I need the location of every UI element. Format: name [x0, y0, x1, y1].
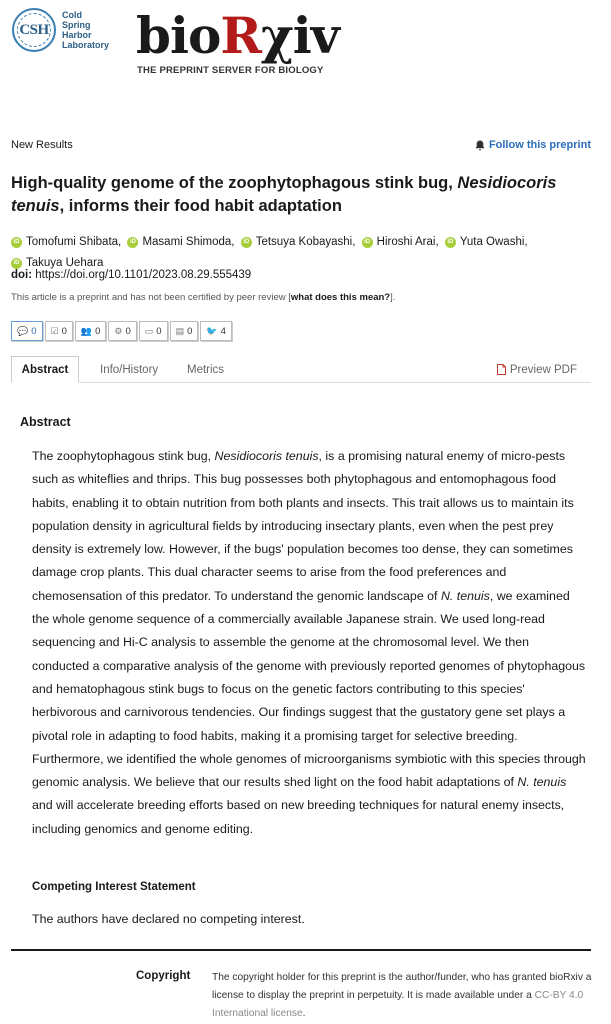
comments-metric[interactable] — [11, 321, 43, 341]
metric-count: 0 — [95, 325, 101, 337]
preview-pdf-link[interactable] — [497, 356, 577, 383]
author[interactable] — [241, 233, 356, 252]
orcid-icon[interactable]: iD — [445, 237, 456, 248]
article-title — [11, 172, 591, 218]
twitter-icon: 🐦 — [206, 325, 218, 336]
competing-interest-heading: Competing Interest Statement — [32, 881, 196, 893]
orcid-icon[interactable]: iD — [127, 237, 138, 248]
author[interactable] — [11, 233, 121, 252]
disclaimer-end: ]. — [390, 292, 396, 303]
title-text: High-quality genome of the zoophytophagous stink bug, — [11, 174, 458, 192]
csh-line: Harbor — [62, 30, 92, 40]
orcid-icon[interactable]: iD — [11, 258, 22, 269]
preview-pdf-label: Preview PDF — [509, 363, 577, 376]
author-name: Hiroshi Arai, — [376, 236, 439, 248]
abstract-species: N. tenuis — [440, 588, 490, 603]
csh-logo[interactable] — [12, 8, 109, 52]
pdf-icon — [497, 364, 506, 375]
twitter-metric[interactable] — [200, 321, 232, 341]
author-name: Tomofumi Shibata, — [26, 236, 122, 248]
csh-line: Laboratory — [62, 40, 110, 50]
copyright-end: . — [302, 1008, 306, 1019]
monitor-icon: ▭ — [144, 325, 154, 336]
article-metrics — [11, 321, 232, 341]
metric-count: 0 — [187, 325, 193, 337]
media-metric[interactable] — [139, 321, 168, 341]
metric-count: 0 — [156, 325, 162, 337]
abstract-heading: Abstract — [20, 415, 71, 429]
divider — [11, 949, 591, 951]
brand-r: R — [220, 6, 261, 65]
csh-name — [62, 10, 109, 50]
video-metric[interactable] — [170, 321, 199, 341]
doi-line — [11, 269, 251, 281]
tab-metrics[interactable]: Metrics — [187, 363, 225, 376]
csh-line: Spring — [62, 20, 91, 30]
metric-count: 4 — [220, 325, 226, 337]
author-name: Takuya Uehara — [26, 257, 104, 269]
author[interactable] — [362, 233, 439, 252]
abstract-text: and will accelerate breeding efforts based on new breeding techniques for natural enemy insects, including genomics and genome editing. — [32, 798, 565, 836]
competing-interest-text: The authors have declared no competing interest. — [32, 912, 305, 926]
film-icon: ▤ — [175, 325, 185, 336]
site-header — [0, 0, 611, 95]
author[interactable] — [127, 233, 234, 252]
orcid-icon[interactable]: iD — [362, 237, 373, 248]
author[interactable] — [445, 233, 528, 252]
follow-label: Follow this preprint — [488, 139, 591, 151]
metric-count: 0 — [61, 325, 67, 337]
author-list — [11, 231, 581, 273]
orcid-icon[interactable]: iD — [11, 237, 22, 248]
brand-suffix: χiv — [260, 6, 339, 65]
community-metric[interactable] — [75, 321, 107, 341]
copyright-text — [212, 969, 592, 1023]
disclaimer-text: This article is a preprint and has not been certified by peer review [ — [11, 292, 291, 303]
metric-count: 0 — [31, 325, 37, 337]
users-icon: 👥 — [80, 325, 93, 336]
csh-line: Cold — [62, 10, 82, 20]
copyright-label: Copyright — [136, 970, 191, 982]
title-text: , informs their food habit adaptation — [59, 197, 342, 215]
article-topbar — [11, 139, 591, 155]
comment-icon: 💬 — [17, 325, 29, 336]
check-icon: ☑ — [50, 325, 59, 336]
tools-metric[interactable] — [108, 321, 136, 341]
title-species: Nesidiocoris tenuis — [11, 174, 557, 215]
abstract-text: , is a promising natural enemy of micro-pests such as whiteflies and thrips. This bug possesses both phytophagous and entomophagous food habits, enabling it to obtain nutrition from both plants and insects. This trait allows us to maintain its population density in agricultural fields by introducing insectary plants, even when the pest prey density is extremely low. However, if the bugs' population becomes too dense, they can sometimes damage crop plants. This dual character seems to arise from the food preferences and chemosensation of this predator. To understand the genomic landscape of — [32, 449, 574, 603]
what-does-this-mean-link[interactable]: what does this mean? — [290, 292, 391, 303]
doi-link[interactable]: https://doi.org/10.1101/2023.08.29.555439 — [35, 269, 252, 281]
follow-preprint-button[interactable] — [475, 139, 591, 151]
metric-count: 0 — [125, 325, 131, 337]
author-name: Tetsuya Kobayashi, — [255, 236, 356, 248]
brand-prefix: bio — [136, 6, 221, 65]
abstract-body — [32, 445, 586, 841]
reviews-metric[interactable] — [45, 321, 73, 341]
abstract-species: Nesidiocoris tenuis — [214, 449, 319, 463]
tagline: THE PREPRINT SERVER FOR BIOLOGY — [137, 65, 324, 76]
section-label: New Results — [11, 139, 73, 151]
author-name: Yuta Owashi, — [459, 236, 528, 248]
peer-review-disclaimer — [11, 292, 395, 303]
article-tabs — [11, 356, 591, 383]
orcid-icon[interactable]: iD — [241, 237, 252, 248]
tab-abstract[interactable]: Abstract — [11, 356, 79, 383]
license-link[interactable]: CC-BY 4.0 International license — [212, 990, 584, 1019]
abstract-text: , we examined the whole genome sequence of a commercially available Japanese strain. We used long-read sequencing and Hi-C analysis to assemble the genome at the chromosomal level. We then conducted a comparative analysis of the genome with previously reported genomes of phytophagous and hematophagous stink bugs to focus on the genetic factors contributing to this species' herbivorous and carnivorous tendencies. Our findings suggest that the gustatory gene set plays a pivotal role in adapting to food habits, making it a promising target for selective breeding. Furthermore, we identified the whole genomes of microorganisms symbiotic with this species through genomic analysis. We believe that our results shed light on the food habit adaptations of — [32, 588, 586, 790]
abstract-species: N. tenuis — [517, 775, 567, 790]
doi-label: doi: — [11, 269, 33, 281]
csh-seal — [12, 8, 56, 52]
cogs-icon: ⚙ — [114, 325, 123, 336]
bell-icon — [475, 140, 485, 151]
biorxiv-logo[interactable] — [136, 6, 339, 66]
abstract-text: The zoophytophagous stink bug, — [32, 449, 215, 463]
csh-initials: CSH — [19, 21, 49, 38]
copyright-body: The copyright holder for this preprint is the author/funder, who has granted bioRxiv a license to display the preprint in perpetuity. It is made available under a — [212, 972, 592, 1001]
tab-info-history[interactable]: Info/History — [100, 363, 159, 376]
author-name: Masami Shimoda, — [142, 236, 235, 248]
